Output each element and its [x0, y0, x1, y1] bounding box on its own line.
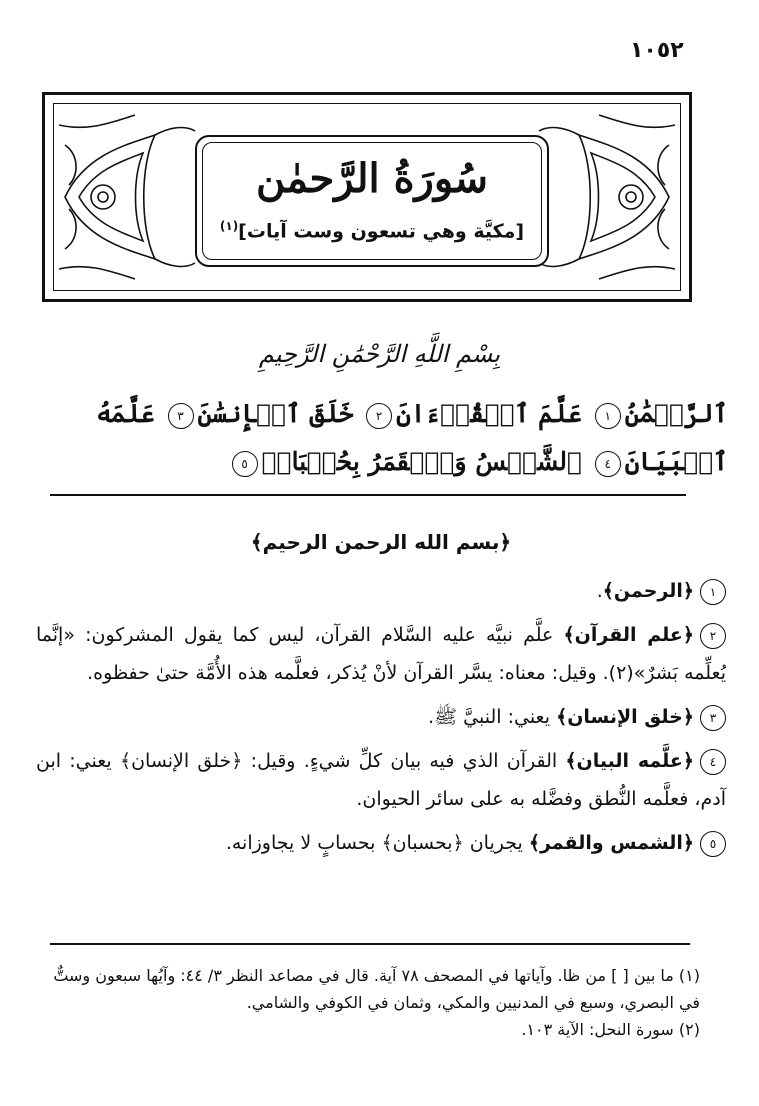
- footnotes: [40, 962, 700, 1043]
- commentary-entry: [36, 742, 726, 818]
- commentary-entry: [36, 698, 726, 736]
- entry-number: ٤: [700, 749, 726, 775]
- surah-title: سُورَةُ الرَّحمٰن: [255, 155, 489, 202]
- entry-number: ٢: [700, 623, 726, 649]
- verse-text: خَلَقَ ٱلۡإِنسَٰنَ: [197, 399, 354, 428]
- footnote-item: (٢) سورة النحل: الآية ١٠٣.: [521, 1020, 700, 1039]
- footnote-divider: [50, 943, 690, 945]
- footnote-item: (١) ما بين [ ] من ظا. وآياتها في المصحف ٧٨ آية. قال في مصاعد النظر ٣/ ٤٤: وآيُها سبعون وستٌّ في البصري، وسبع في المدنيين والمكي، وثمان في الكوفي والشامي.: [53, 966, 700, 1012]
- ayah-marker: ٢: [366, 403, 392, 429]
- entry-key: ﴿علم القرآن﴾: [563, 624, 694, 646]
- entry-key: ﴿علَّمه البيان﴾: [565, 750, 694, 772]
- commentary-section: [36, 530, 726, 868]
- quran-verses: [38, 390, 728, 486]
- page-number: ١٠٥٢: [630, 38, 684, 63]
- entry-number: ٣: [700, 705, 726, 731]
- verse-text: عَلَّمَ ٱلۡقُرۡءَانَ: [396, 399, 583, 428]
- surah-subtitle: [197, 219, 547, 242]
- entry-text: علَّم نبيَّه عليه السَّلام القرآن، ليس كما يقول المشركون: «إنَّما يُعلِّمه بَشرٌ»(٢). وقيل: معناه: يسَّر القرآن لأنْ يُذكر، فعلَّمه هذه الأُمَّة حتىٰ حفظوه.: [36, 624, 726, 684]
- verse-text: ٱلشَّمۡسُ وَٱلۡقَمَرُ بِحُسۡبَانٖ: [261, 447, 583, 476]
- subtitle-footnote-ref: (١): [219, 219, 239, 233]
- commentary-heading: ﴿بسم الله الرحمن الرحيم﴾: [250, 530, 512, 554]
- entry-number: ١: [700, 579, 726, 605]
- entry-text: يعني: النبيَّ ﷺ.: [428, 706, 557, 728]
- commentary-entry: [36, 572, 726, 610]
- ayah-marker: ٤: [595, 451, 621, 477]
- commentary-entry: [36, 616, 726, 692]
- entry-number: ٥: [700, 831, 726, 857]
- entry-key: ﴿خلق الإنسان﴾: [556, 706, 694, 728]
- section-divider: [50, 494, 686, 496]
- entry-text: .: [596, 580, 603, 602]
- entry-key: ﴿الرحمن﴾: [602, 580, 694, 602]
- ayah-marker: ٥: [232, 451, 258, 477]
- entry-text: يجريان ﴿بحسبان﴾ بحسابٍ لا يجاوزانه.: [225, 832, 529, 854]
- commentary-entry: [36, 824, 726, 862]
- ayah-marker: ٣: [168, 403, 194, 429]
- verse-text: عَلَّمَهُ ٱلۡبَيَانَ: [96, 399, 728, 476]
- subtitle-text: [مكيَّة وهي تسعون وست آيات]: [238, 220, 525, 243]
- surah-header-frame: [42, 92, 692, 302]
- ayah-marker: ١: [595, 403, 621, 429]
- entry-key: ﴿الشمس والقمر﴾: [528, 832, 694, 854]
- entry-text: القرآن الذي فيه بيان كلِّ شيءٍ. وقيل: ﴿خلق الإنسان﴾ يعني: ابن آدم، فعلَّمه النُّطق وفضَّله به على سائر الحيوان.: [36, 750, 726, 810]
- basmala-calligraphy: بِسْمِ اللَّهِ الرَّحْمَٰنِ الرَّحِيمِ: [258, 340, 501, 368]
- verse-text: ٱلرَّحۡمَٰنُ: [624, 399, 728, 428]
- title-cartouche: [195, 135, 549, 267]
